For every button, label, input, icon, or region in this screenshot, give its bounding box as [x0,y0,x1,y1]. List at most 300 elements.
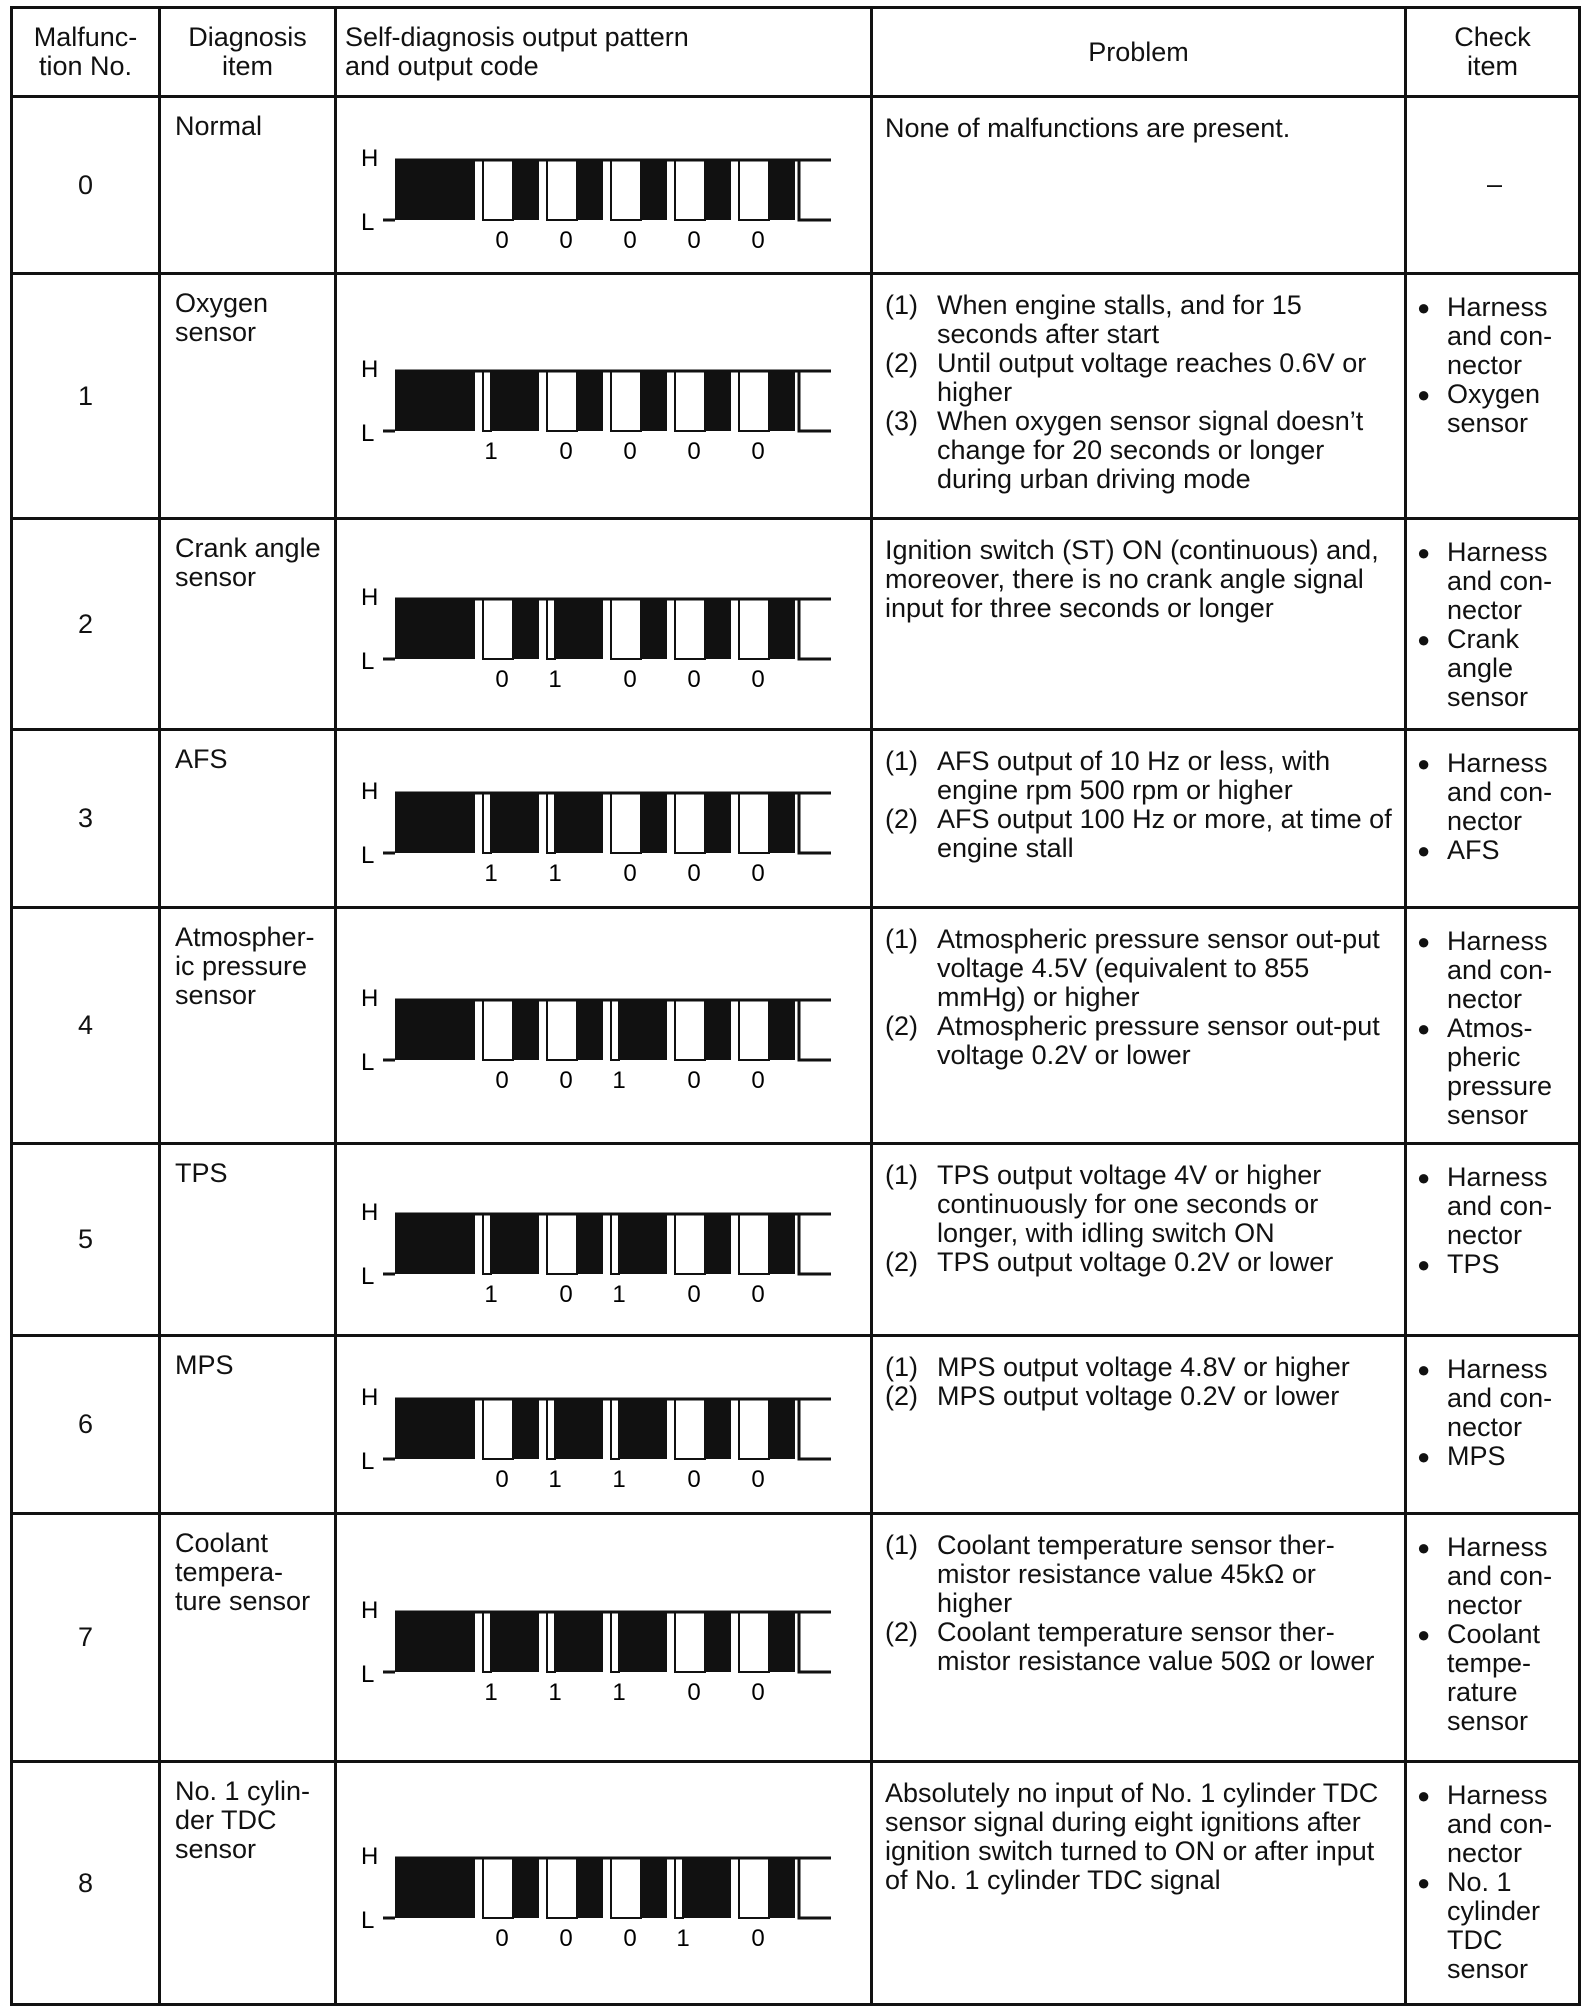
bullet-icon: ● [1417,751,1431,776]
output-code-digit: 1 [612,1067,626,1094]
high-level-label: H [361,1843,379,1870]
output-code-digit: 0 [751,666,765,693]
waveform-end-box [799,160,831,220]
output-code-digit: 0 [623,438,637,465]
output-pattern-waveform [361,765,831,895]
check-list-item [1417,1163,1572,1250]
malfunction-no-cell [12,730,160,908]
waveform-start-pulse [395,1000,475,1060]
output-code-digit: 0 [687,1067,701,1094]
waveform-bit-slot [611,1000,619,1060]
problem-description: TPS output voltage 4V or higher continuously for one seconds or longer, with idling switch ON [937,1160,1322,1248]
diagnosis-item: No. 1 cylin- der TDC sensor [175,1776,311,1864]
output-code-digit: 0 [687,1281,701,1308]
problem-list-item [885,1248,1396,1277]
waveform-bit-pulse [705,1399,731,1459]
waveform-bit-slot [611,793,641,853]
output-code-digit: 0 [751,1679,765,1706]
output-pattern-cell [336,908,872,1144]
problem-list-item [885,747,1396,805]
diagnosis-item: TPS [175,1158,228,1188]
check-list-item [1417,1250,1572,1279]
waveform-bit-pulse [577,1214,603,1274]
waveform-bit-pulse [769,1214,795,1274]
high-level-label: H [361,1597,379,1624]
check-item-text: Harness and con- nector [1447,1354,1553,1442]
output-code-digit: 0 [559,438,573,465]
output-pattern-waveform [361,1186,831,1316]
output-code-digit: 0 [559,1925,573,1952]
diagnosis-item: Coolant tempera- ture sensor [175,1528,311,1616]
table-row [12,908,1580,1144]
output-code-digit: 0 [751,1925,765,1952]
problem-list-item [885,1382,1396,1411]
waveform-bit-slot [483,1858,513,1918]
check-item-cell [1406,1514,1580,1762]
waveform-bit-slot [739,793,769,853]
problem-number: (1) [885,290,918,320]
problem-number: (2) [885,348,918,378]
malfunction-no-cell [12,1336,160,1514]
waveform-bit-slot [547,1399,555,1459]
header-item-text: Diagnosis item [188,22,307,81]
waveform-bit-pulse [619,1612,667,1672]
waveform-bit-pulse [513,1858,539,1918]
check-item-text: Harness and con- nector [1447,1780,1553,1868]
check-item-cell [1406,1144,1580,1336]
header-check-item [1406,8,1580,97]
waveform-bit-slot [611,1612,619,1672]
output-code-digit: 1 [612,1466,626,1493]
table-row [12,1336,1580,1514]
output-code-digit: 1 [484,1679,498,1706]
check-list [1417,1781,1572,1984]
malfunction-no: 6 [77,1409,94,1439]
output-pattern-waveform [361,1584,831,1714]
waveform-bit-slot [547,1214,577,1274]
check-item-text: Atmos- pheric pressure sensor [1447,1013,1553,1130]
low-level-label: L [361,1049,375,1076]
diagnosis-table-sheet [10,6,1578,2006]
output-code-digit: 0 [687,1466,701,1493]
malfunction-no-cell [12,908,160,1144]
waveform-bit-pulse [705,160,731,220]
waveform-bit-pulse [513,1399,539,1459]
output-pattern-cell [336,97,872,274]
output-code-digit: 0 [687,227,701,254]
waveform-bit-slot [739,1214,769,1274]
problem-cell [872,730,1406,908]
diagnosis-item-cell [160,1336,336,1514]
waveform-bit-slot [611,1399,619,1459]
check-item-cell [1406,274,1580,519]
problem-list-item [885,1618,1396,1676]
waveform-bit-pulse [641,371,667,431]
waveform-end-box [799,599,831,659]
check-list-item [1417,625,1572,712]
low-level-label: L [361,1263,375,1290]
check-list-item [1417,380,1572,438]
problem-list-item [885,925,1396,1012]
problem-cell [872,519,1406,730]
check-list-item [1417,1014,1572,1130]
check-list-item [1417,1533,1572,1620]
check-item-cell [1406,97,1580,274]
malfunction-no: 2 [77,608,94,639]
output-code-digit: 1 [548,666,562,693]
check-list-item [1417,1781,1572,1868]
malfunction-no-cell [12,1762,160,2005]
waveform-bit-slot [739,599,769,659]
waveform-bit-slot [739,1000,769,1060]
output-code-digit: 0 [751,1281,765,1308]
waveform-start-pulse [395,1858,475,1918]
waveform-bit-slot [483,1612,491,1672]
problem-cell [872,274,1406,519]
output-pattern-waveform [361,132,831,262]
check-item-text: Coolant tempe- rature sensor [1447,1619,1541,1736]
waveform-bit-slot [547,793,555,853]
problem-text: Absolutely no input of No. 1 cylinder TDC sensor signal during eight ignitions after ignition switch turned to ON or after input of No. 1 cylinder TDC signal [885,1778,1379,1895]
malfunction-no-cell [12,1514,160,1762]
output-code-digit: 0 [687,860,701,887]
waveform-bit-pulse [641,1858,667,1918]
problem-description: AFS output 100 Hz or more, at time of engine stall [937,804,1392,863]
problem-number: (1) [885,924,918,954]
output-code-digit: 0 [751,1067,765,1094]
problem-list [885,925,1396,1070]
problem-number: (1) [885,1530,918,1560]
output-code-digit: 1 [548,1466,562,1493]
waveform-bit-pulse [555,1399,603,1459]
output-pattern-waveform [361,571,831,701]
output-code-digit: 0 [687,1679,701,1706]
check-item-text: Harness and con- nector [1447,292,1553,380]
waveform-bit-pulse [769,1858,795,1918]
waveform-bit-slot [483,599,513,659]
output-code-digit: 0 [559,1281,573,1308]
problem-number: (2) [885,804,918,834]
check-list-item [1417,1868,1572,1984]
output-pattern-cell [336,274,872,519]
output-code-digit: 0 [623,666,637,693]
output-pattern-cell [336,1336,872,1514]
waveform-start-pulse [395,160,475,220]
waveform-bit-pulse [491,793,539,853]
output-code-digit: 0 [495,1925,509,1952]
waveform-bit-slot [675,1612,705,1672]
low-level-label: L [361,1907,375,1934]
diagnosis-item-cell [160,1514,336,1762]
check-item-text: Crank angle sensor [1447,624,1529,712]
table-row [12,730,1580,908]
check-list-item [1417,836,1572,865]
output-code-digit: 0 [751,1466,765,1493]
output-code-digit: 0 [495,1466,509,1493]
low-level-label: L [361,209,375,236]
waveform-bit-slot [547,371,577,431]
header-output-pattern [336,8,872,97]
waveform-bit-slot [675,160,705,220]
waveform-bit-slot [483,1399,513,1459]
check-item-cell [1406,519,1580,730]
waveform-start-pulse [395,1214,475,1274]
output-code-digit: 0 [623,1925,637,1952]
diagnosis-item-cell [160,274,336,519]
problem-description: AFS output of 10 Hz or less, with engine rpm 500 rpm or higher [937,746,1331,805]
diagnosis-item-cell [160,730,336,908]
header-malfunction-no [12,8,160,97]
waveform-bit-slot [675,1214,705,1274]
self-diagnosis-table [10,6,1581,2006]
waveform-bit-slot [675,599,705,659]
waveform-bit-pulse [555,793,603,853]
header-check-text: Check item [1454,22,1531,81]
output-pattern-cell [336,1144,872,1336]
problem-number: (1) [885,746,918,776]
check-item-cell [1406,908,1580,1144]
waveform-bit-pulse [491,371,539,431]
bullet-icon: ● [1417,1252,1431,1277]
waveform-bit-slot [675,1399,705,1459]
waveform-bit-slot [739,1858,769,1918]
problem-cell [872,1144,1406,1336]
problem-cell [872,97,1406,274]
table-row [12,1762,1580,2005]
bullet-icon: ● [1417,929,1431,954]
malfunction-no-cell [12,519,160,730]
output-code-digit: 1 [676,1925,690,1952]
malfunction-no: 7 [77,1622,94,1652]
output-code-digit: 0 [495,666,509,693]
output-code-digit: 1 [484,1281,498,1308]
waveform-bit-pulse [577,1000,603,1060]
check-item-text: Harness and con- nector [1447,926,1553,1014]
waveform-bit-pulse [769,1399,795,1459]
output-pattern-cell [336,519,872,730]
output-pattern-cell [336,1514,872,1762]
problem-list [885,747,1396,863]
problem-list [885,291,1396,494]
waveform-bit-pulse [577,371,603,431]
problem-cell [872,1762,1406,2005]
output-pattern-waveform [361,1830,831,1960]
malfunction-no-cell [12,1144,160,1336]
output-code-digit: 0 [559,1067,573,1094]
check-item-text: MPS [1447,1441,1506,1471]
waveform-bit-slot [547,599,555,659]
malfunction-no: 4 [77,1010,94,1040]
check-list [1417,1163,1572,1279]
problem-text: Ignition switch (ST) ON (continuous) and, moreover, there is no crank angle signal input for three seconds or longer [885,535,1379,623]
bullet-icon: ● [1417,540,1431,565]
waveform-bit-pulse [513,1000,539,1060]
check-item-text: No. 1 cylinder TDC sensor [1447,1867,1541,1984]
check-item-cell [1406,1762,1580,2005]
waveform-end-box [799,1612,831,1672]
waveform-bit-slot [611,1214,619,1274]
waveform-bit-slot [547,160,577,220]
header-problem [872,8,1406,97]
table-row [12,274,1580,519]
malfunction-no-cell [12,274,160,519]
waveform-bit-pulse [491,1612,539,1672]
waveform-end-box [799,1000,831,1060]
check-list-item [1417,538,1572,625]
diagnosis-item-cell [160,1762,336,2005]
waveform-start-pulse [395,371,475,431]
output-pattern-cell [336,1762,872,2005]
bullet-icon: ● [1417,1622,1431,1647]
diagnosis-item: Atmospher- ic pressure sensor [175,922,315,1010]
waveform-bit-slot [739,371,769,431]
table-body [12,97,1580,2005]
diagnosis-item-cell [160,97,336,274]
bullet-icon: ● [1417,1165,1431,1190]
problem-description: MPS output voltage 4.8V or higher [937,1352,1350,1382]
bullet-icon: ● [1417,295,1431,320]
malfunction-no: 5 [77,1224,94,1254]
check-list-item [1417,749,1572,836]
output-pattern-waveform [361,972,831,1102]
waveform-bit-slot [483,371,491,431]
check-list-item [1417,1620,1572,1736]
output-code-digit: 1 [612,1281,626,1308]
waveform-bit-pulse [705,1000,731,1060]
check-list-item [1417,293,1572,380]
check-list-item [1417,1442,1572,1471]
output-code-digit: 0 [623,227,637,254]
waveform-bit-slot [547,1000,577,1060]
bullet-icon: ● [1417,1357,1431,1382]
problem-cell [872,908,1406,1144]
header-pattern-text: Self-diagnosis output pattern and output code [345,22,689,81]
problem-cell [872,1336,1406,1514]
output-pattern-cell [336,730,872,908]
waveform-bit-pulse [769,793,795,853]
table-row [12,97,1580,274]
waveform-bit-slot [675,371,705,431]
waveform-bit-slot [739,1399,769,1459]
bullet-icon: ● [1417,1016,1431,1041]
check-item-cell [1406,730,1580,908]
no-check-dash: – [1486,169,1503,199]
output-pattern-waveform [361,343,831,473]
waveform-bit-pulse [705,793,731,853]
problem-text: None of malfunctions are present. [885,113,1291,143]
problem-number: (2) [885,1247,918,1277]
problem-list-item [885,407,1396,494]
waveform-end-box [799,793,831,853]
low-level-label: L [361,648,375,675]
problem-list-item [885,1531,1396,1618]
malfunction-no: 8 [77,1867,94,1898]
waveform-end-box [799,1214,831,1274]
waveform-bit-slot [739,1612,769,1672]
output-code-digit: 0 [495,1067,509,1094]
waveform-bit-slot [547,1858,577,1918]
check-list-item [1417,927,1572,1014]
waveform-bit-pulse [705,371,731,431]
problem-list-item [885,1353,1396,1382]
problem-description: When engine stalls, and for 15 seconds after start [937,290,1302,349]
problem-list [885,1161,1396,1277]
waveform-bit-pulse [769,599,795,659]
high-level-label: H [361,356,379,383]
check-list-item [1417,1355,1572,1442]
diagnosis-item: Crank angle sensor [175,533,321,592]
output-code-digit: 0 [687,666,701,693]
waveform-bit-pulse [641,599,667,659]
waveform-bit-pulse [513,599,539,659]
output-code-digit: 1 [548,860,562,887]
waveform-bit-slot [675,1000,705,1060]
high-level-label: H [361,1199,379,1226]
malfunction-no: 0 [77,169,94,200]
problem-cell [872,1514,1406,1762]
waveform-bit-slot [739,160,769,220]
bullet-icon: ● [1417,838,1431,863]
waveform-bit-pulse [577,1858,603,1918]
problem-list-item [885,1161,1396,1248]
problem-list [885,1353,1396,1411]
check-item-text: Harness and con- nector [1447,537,1553,625]
low-level-label: L [361,1661,375,1688]
waveform-bit-slot [611,371,641,431]
waveform-end-box [799,371,831,431]
malfunction-no: 3 [77,803,94,833]
problem-list-item [885,349,1396,407]
problem-description: Coolant temperature sensor ther-mistor resistance value 45kΩ or higher [937,1530,1335,1618]
output-code-digit: 1 [484,860,498,887]
bullet-icon: ● [1417,1535,1431,1560]
output-code-digit: 1 [548,1679,562,1706]
problem-description: Coolant temperature sensor ther-mistor resistance value 50Ω or lower [937,1617,1375,1676]
waveform-bit-pulse [619,1000,667,1060]
problem-number: (1) [885,1160,918,1190]
diagnosis-item-cell [160,908,336,1144]
problem-list-item [885,291,1396,349]
waveform-bit-slot [675,793,705,853]
check-list [1417,927,1572,1130]
high-level-label: H [361,584,379,611]
check-item-cell [1406,1336,1580,1514]
waveform-bit-pulse [577,160,603,220]
problem-description: MPS output voltage 0.2V or lower [937,1381,1340,1411]
check-item-text: Harness and con- nector [1447,748,1553,836]
waveform-bit-slot [483,793,491,853]
waveform-bit-pulse [619,1399,667,1459]
waveform-bit-pulse [705,599,731,659]
waveform-start-pulse [395,599,475,659]
bullet-icon: ● [1417,382,1431,407]
output-code-digit: 1 [484,438,498,465]
waveform-bit-pulse [705,1214,731,1274]
waveform-bit-pulse [769,371,795,431]
waveform-bit-pulse [491,1214,539,1274]
problem-number: (1) [885,1352,918,1382]
output-code-digit: 0 [751,860,765,887]
header-no-text: Malfunc- tion No. [33,22,138,81]
check-list [1417,538,1572,712]
output-code-digit: 0 [751,438,765,465]
output-code-digit: 0 [495,227,509,254]
check-list [1417,749,1572,865]
bullet-icon: ● [1417,1783,1431,1808]
table-header-row [12,8,1580,97]
check-item-text: AFS [1447,835,1500,865]
bullet-icon: ● [1417,627,1431,652]
